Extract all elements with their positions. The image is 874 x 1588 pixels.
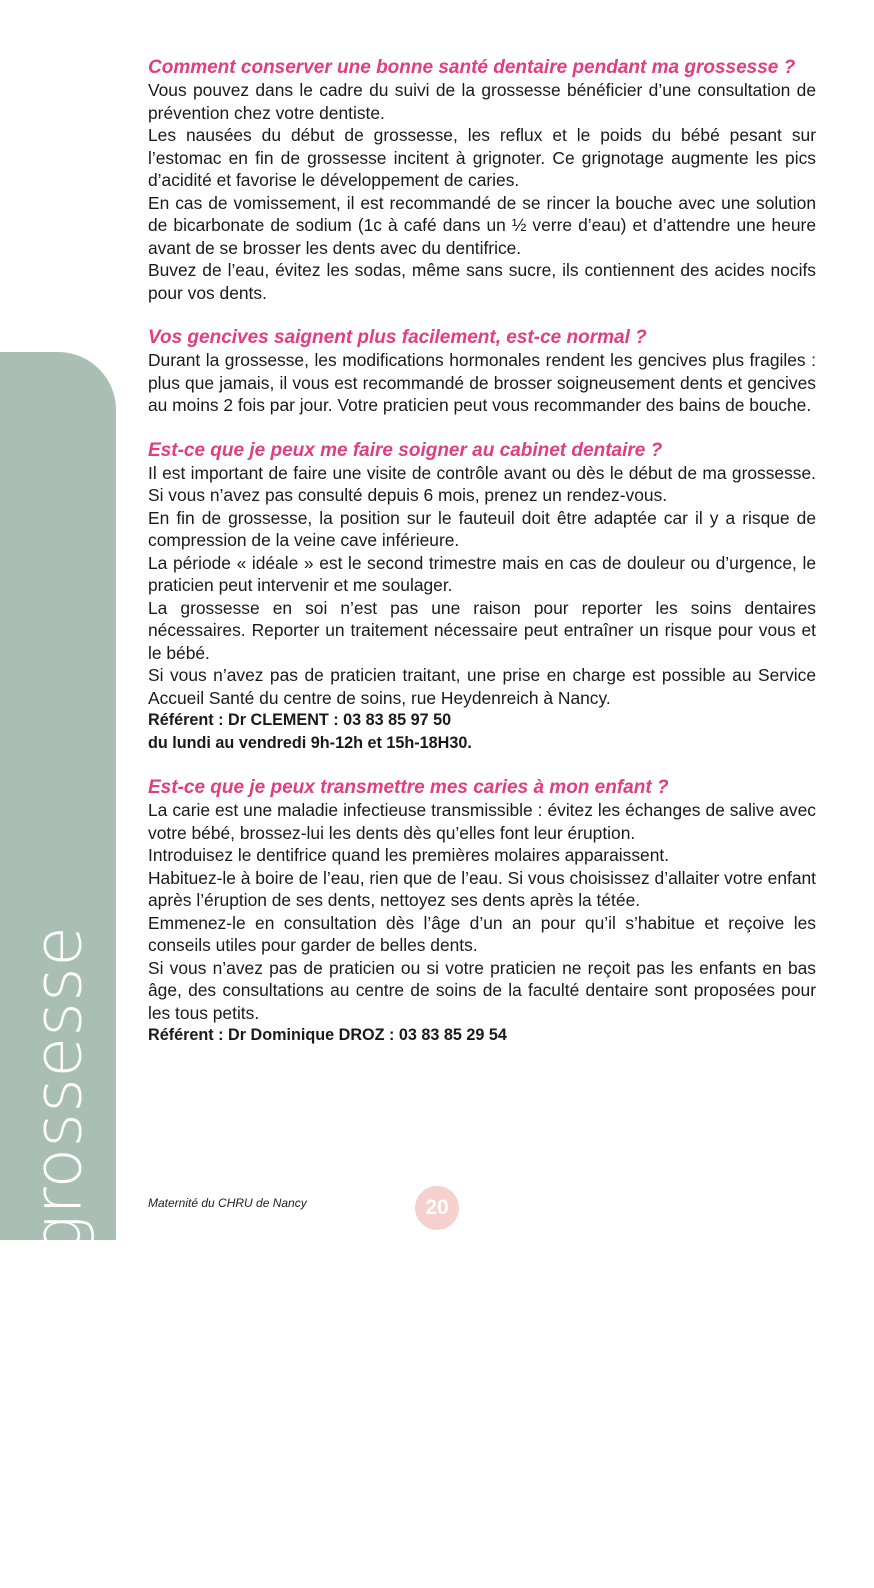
- page-number: 20: [415, 1186, 459, 1230]
- opening-hours: du lundi au vendredi 9h-12h et 15h-18H30.: [148, 733, 472, 752]
- referent-contact: Référent : Dr CLEMENT : 03 83 85 97 50: [148, 711, 452, 729]
- footer-text: Maternité du CHRU de Nancy: [148, 1196, 307, 1210]
- paragraph: Il est important de faire une visite de contrôle avant ou dès le début de ma grossesse. Si vous n’avez pas consulté depuis 6 mois, prenez un rendez-vous.: [148, 462, 816, 505]
- paragraph: Les nausées du début de grossesse, les reflux et le poids du bébé pesant sur l’estomac en fin de grossesse incitent à grignoter. Ce grignotage augmente les pics d’acidité et favorise le développement de caries.: [148, 125, 816, 190]
- section-gums: [148, 326, 816, 417]
- main-content: [148, 56, 816, 1069]
- paragraph: La période « idéale » est le second trimestre mais en cas de douleur ou d’urgence, le praticien peut intervenir et me soulager.: [148, 552, 816, 595]
- section-heading: Vos gencives saignent plus facilement, est-ce normal ?: [148, 327, 647, 348]
- section-heading: Est-ce que je peux me faire soigner au cabinet dentaire ?: [148, 439, 663, 461]
- paragraph: La carie est une maladie infectieuse transmissible : évitez les échanges de salive avec votre bébé, brossez-lui les dents dès qu’elles font leur éruption.: [148, 800, 816, 843]
- side-tab: [0, 352, 116, 1588]
- section-dental-care: [148, 439, 816, 755]
- referent-contact: Référent : Dr Dominique DROZ : 03 83 85 29 54: [148, 1026, 507, 1044]
- paragraph: En fin de grossesse, la position sur le fauteuil doit être adaptée car il y a risque de compression de la veine cave inférieure.: [148, 507, 816, 550]
- section-heading: Comment conserver une bonne santé dentaire pendant ma grossesse ?: [148, 57, 796, 78]
- paragraph: La grossesse en soi n’est pas une raison pour reporter les soins dentaires nécessaires. Reporter un traitement nécessaire peut entraîner un risque pour vous et le bébé.: [148, 597, 816, 663]
- paragraph: Durant la grossesse, les modifications hormonales rendent les gencives plus fragiles : plus que jamais, il vous est recommandé de brosser soigneusement dents et gencives au moins 2 fois par jour. Votre praticien peut vous recommander des bains de bouche.: [148, 350, 816, 415]
- paragraph: Emmenez-le en consultation dès l’âge d’un an pour qu’il s’habitue et reçoive les conseils utiles pour garder de belles dents.: [148, 912, 816, 955]
- paragraph: Habituez-le à boire de l’eau, rien que de l’eau. Si vous choisissez d’allaiter votre enfant après l’éruption de ses dents, nettoyez ses dents après la tétée.: [148, 867, 816, 910]
- paragraph: En cas de vomissement, il est recommandé de se rincer la bouche avec une solution de bicarbonate de sodium (1c à café dans un ½ verre d’eau) et d’attendre une heure avant de se brosser les dents avec du dentifrice.: [148, 192, 816, 258]
- section-dental-health: [148, 56, 816, 304]
- paragraph: Buvez de l’eau, évitez les sodas, même sans sucre, ils contiennent des acides nocifs pour vos dents.: [148, 260, 816, 303]
- section-caries-transmission: [148, 776, 816, 1047]
- side-title: Durant la grossesse: [19, 925, 97, 1588]
- paragraph: Si vous n’avez pas de praticien ou si votre praticien ne reçoit pas les enfants en bas âge, des consultations au centre de soins de la faculté dentaire sont proposées pour les tous petits.: [148, 957, 816, 1023]
- paragraph: Vous pouvez dans le cadre du suivi de la grossesse bénéficier d’une consultation de prévention chez votre dentiste.: [148, 80, 816, 123]
- paragraph: Introduisez le dentifrice quand les premières molaires apparaissent.: [148, 845, 670, 865]
- paragraph: Si vous n’avez pas de praticien traitant, une prise en charge est possible au Service Accueil Santé du centre de soins, rue Heydenreich à Nancy.: [148, 665, 816, 708]
- section-heading: Est-ce que je peux transmettre mes caries à mon enfant ?: [148, 777, 669, 798]
